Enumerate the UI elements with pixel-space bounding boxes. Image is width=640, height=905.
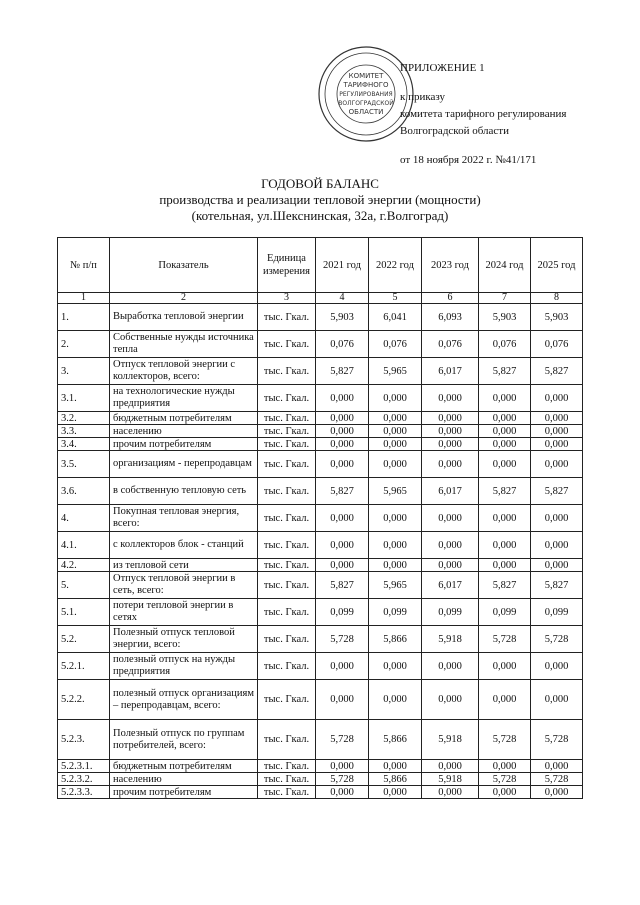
row-value-2025: 0,000: [531, 559, 583, 572]
row-value-2024: 0,000: [479, 680, 531, 720]
table-row: [58, 786, 583, 799]
row-value-2024: 0,000: [479, 412, 531, 425]
row-value-2021: 0,000: [316, 760, 369, 773]
svg-text:ОБЛАСТИ: ОБЛАСТИ: [348, 108, 384, 116]
col-header-2021: 2021 год: [316, 238, 369, 293]
row-number: 5.1.: [58, 599, 110, 626]
table-row: [58, 760, 583, 773]
row-unit: тыс. Гкал.: [258, 412, 316, 425]
row-value-2025: 0,000: [531, 412, 583, 425]
row-value-2025: 0,000: [531, 786, 583, 799]
row-unit: тыс. Гкал.: [258, 532, 316, 559]
row-value-2022: 5,866: [369, 773, 422, 786]
row-value-2024: 5,728: [479, 626, 531, 653]
table-row: [58, 773, 583, 786]
col-header-unit: Единица измерения: [258, 238, 316, 293]
row-value-2021: 0,000: [316, 425, 369, 438]
row-value-2023: 0,000: [422, 385, 479, 412]
row-value-2023: 6,093: [422, 304, 479, 331]
row-unit: тыс. Гкал.: [258, 425, 316, 438]
row-number: 4.1.: [58, 532, 110, 559]
row-number: 5.2.3.2.: [58, 773, 110, 786]
table-row: [58, 451, 583, 478]
col-number: 3: [258, 293, 316, 304]
table-header-row: [58, 238, 583, 293]
row-value-2024: 5,728: [479, 720, 531, 760]
row-unit: тыс. Гкал.: [258, 358, 316, 385]
row-value-2023: 5,918: [422, 626, 479, 653]
table-row: [58, 358, 583, 385]
row-number: 3.2.: [58, 412, 110, 425]
title-location: (котельная, ул.Шекснинская, 32а, г.Волгоград): [191, 208, 449, 223]
row-unit: тыс. Гкал.: [258, 760, 316, 773]
table-row: [58, 720, 583, 760]
table-row: [58, 599, 583, 626]
row-indicator: полезный отпуск организациям – перепродавцам, всего:: [110, 680, 258, 720]
row-number: 5.2.3.3.: [58, 786, 110, 799]
row-value-2025: 0,000: [531, 760, 583, 773]
row-value-2021: 5,827: [316, 358, 369, 385]
row-value-2025: 5,728: [531, 720, 583, 760]
row-indicator: прочим потребителям: [110, 786, 258, 799]
row-unit: тыс. Гкал.: [258, 680, 316, 720]
row-value-2023: 0,000: [422, 559, 479, 572]
row-number: 5.2.2.: [58, 680, 110, 720]
row-indicator: прочим потребителям: [110, 438, 258, 451]
row-value-2025: 0,000: [531, 532, 583, 559]
row-unit: тыс. Гкал.: [258, 720, 316, 760]
row-number: 5.2.1.: [58, 653, 110, 680]
row-value-2023: 0,000: [422, 425, 479, 438]
table-row: [58, 653, 583, 680]
row-indicator: Полезный отпуск тепловой энергии, всего:: [110, 626, 258, 653]
row-value-2025: 0,000: [531, 425, 583, 438]
row-value-2025: 5,827: [531, 478, 583, 505]
table-row: [58, 505, 583, 532]
row-value-2021: 5,827: [316, 478, 369, 505]
row-value-2022: 0,000: [369, 385, 422, 412]
svg-text:КОМИТЕТ: КОМИТЕТ: [348, 72, 384, 80]
row-indicator: населению: [110, 425, 258, 438]
row-unit: тыс. Гкал.: [258, 505, 316, 532]
table-row: [58, 532, 583, 559]
row-value-2022: 0,000: [369, 786, 422, 799]
row-value-2025: 0,076: [531, 331, 583, 358]
row-value-2023: 0,000: [422, 438, 479, 451]
committee-line: комитета тарифного регулирования: [400, 108, 567, 120]
row-number: 5.2.3.: [58, 720, 110, 760]
row-value-2021: 0,000: [316, 559, 369, 572]
row-number: 3.5.: [58, 451, 110, 478]
table-row: [58, 572, 583, 599]
row-value-2024: 5,827: [479, 478, 531, 505]
row-value-2021: 5,728: [316, 720, 369, 760]
row-value-2021: 5,728: [316, 626, 369, 653]
row-value-2021: 0,000: [316, 505, 369, 532]
row-value-2023: 0,000: [422, 451, 479, 478]
table-row: [58, 680, 583, 720]
row-value-2022: 0,000: [369, 559, 422, 572]
row-value-2022: 0,000: [369, 438, 422, 451]
row-value-2022: 0,076: [369, 331, 422, 358]
row-indicator: полезный отпуск на нужды предприятия: [110, 653, 258, 680]
row-unit: тыс. Гкал.: [258, 599, 316, 626]
balance-table: [57, 237, 583, 799]
col-number: 8: [531, 293, 583, 304]
row-value-2021: 0,000: [316, 653, 369, 680]
row-value-2025: 0,000: [531, 385, 583, 412]
region-line: Волгоградской области: [400, 125, 509, 137]
row-number: 3.4.: [58, 438, 110, 451]
row-unit: тыс. Гкал.: [258, 451, 316, 478]
row-indicator: с коллекторов блок - станций: [110, 532, 258, 559]
row-indicator: Отпуск тепловой энергии с коллекторов, всего:: [110, 358, 258, 385]
row-value-2021: 0,076: [316, 331, 369, 358]
row-value-2023: 6,017: [422, 358, 479, 385]
row-number: 5.2.: [58, 626, 110, 653]
row-unit: тыс. Гкал.: [258, 773, 316, 786]
row-number: 2.: [58, 331, 110, 358]
row-number: 5.: [58, 572, 110, 599]
row-value-2023: 0,000: [422, 680, 479, 720]
row-value-2021: 0,099: [316, 599, 369, 626]
row-unit: тыс. Гкал.: [258, 786, 316, 799]
row-unit: тыс. Гкал.: [258, 304, 316, 331]
row-value-2022: 0,000: [369, 532, 422, 559]
col-number: 7: [479, 293, 531, 304]
row-value-2024: 5,728: [479, 773, 531, 786]
row-unit: тыс. Гкал.: [258, 559, 316, 572]
row-value-2022: 0,000: [369, 412, 422, 425]
row-value-2022: 5,866: [369, 626, 422, 653]
row-indicator: Полезный отпуск по группам потребителей, всего:: [110, 720, 258, 760]
row-indicator: населению: [110, 773, 258, 786]
row-value-2022: 0,000: [369, 505, 422, 532]
row-value-2021: 0,000: [316, 385, 369, 412]
svg-text:ВОЛГОГРАДСКОЙ: ВОЛГОГРАДСКОЙ: [338, 100, 394, 107]
row-value-2024: 0,000: [479, 438, 531, 451]
row-value-2024: 0,000: [479, 559, 531, 572]
row-unit: тыс. Гкал.: [258, 626, 316, 653]
row-indicator: потери тепловой энергии в сетях: [110, 599, 258, 626]
svg-text:ТАРИФНОГО: ТАРИФНОГО: [343, 81, 389, 89]
row-value-2024: 0,099: [479, 599, 531, 626]
col-number: 2: [110, 293, 258, 304]
row-value-2024: 0,000: [479, 786, 531, 799]
row-value-2025: 5,827: [531, 572, 583, 599]
row-indicator: Отпуск тепловой энергии в сеть, всего:: [110, 572, 258, 599]
col-number: 1: [58, 293, 110, 304]
row-unit: тыс. Гкал.: [258, 331, 316, 358]
row-value-2024: 0,000: [479, 505, 531, 532]
row-unit: тыс. Гкал.: [258, 478, 316, 505]
row-value-2023: 5,918: [422, 720, 479, 760]
row-number: 5.2.3.1.: [58, 760, 110, 773]
row-value-2022: 0,099: [369, 599, 422, 626]
table-row: [58, 626, 583, 653]
appendix-header: [400, 60, 566, 169]
col-header-2022: 2022 год: [369, 238, 422, 293]
row-value-2022: 5,965: [369, 478, 422, 505]
row-value-2022: 0,000: [369, 425, 422, 438]
row-value-2023: 0,000: [422, 760, 479, 773]
table-row: [58, 438, 583, 451]
row-value-2021: 0,000: [316, 451, 369, 478]
document-title: [0, 176, 640, 224]
row-value-2025: 0,000: [531, 438, 583, 451]
row-unit: тыс. Гкал.: [258, 385, 316, 412]
row-value-2024: 0,000: [479, 425, 531, 438]
row-value-2023: 0,000: [422, 505, 479, 532]
row-indicator: бюджетным потребителям: [110, 760, 258, 773]
row-value-2025: 0,000: [531, 451, 583, 478]
row-value-2022: 5,965: [369, 572, 422, 599]
row-value-2025: 5,728: [531, 773, 583, 786]
row-value-2024: 0,000: [479, 451, 531, 478]
title-subtitle: производства и реализации тепловой энергии (мощности): [159, 192, 481, 207]
row-value-2023: 0,076: [422, 331, 479, 358]
row-value-2021: 0,000: [316, 438, 369, 451]
row-value-2023: 0,000: [422, 653, 479, 680]
row-unit: тыс. Гкал.: [258, 438, 316, 451]
order-date-line: от 18 ноября 2022 г. №41/171: [400, 154, 537, 166]
row-value-2023: 6,017: [422, 478, 479, 505]
row-value-2025: 0,000: [531, 505, 583, 532]
row-value-2022: 0,000: [369, 680, 422, 720]
row-value-2025: 5,903: [531, 304, 583, 331]
row-value-2023: 5,918: [422, 773, 479, 786]
row-value-2021: 0,000: [316, 680, 369, 720]
table-body: [58, 304, 583, 799]
row-value-2023: 0,000: [422, 412, 479, 425]
col-header-2025: 2025 год: [531, 238, 583, 293]
table-row: [58, 425, 583, 438]
row-value-2022: 5,866: [369, 720, 422, 760]
row-value-2023: 6,017: [422, 572, 479, 599]
table-row: [58, 478, 583, 505]
row-value-2024: 0,000: [479, 532, 531, 559]
row-number: 1.: [58, 304, 110, 331]
row-value-2021: 0,000: [316, 786, 369, 799]
row-indicator: бюджетным потребителям: [110, 412, 258, 425]
col-number: 6: [422, 293, 479, 304]
row-value-2024: 0,076: [479, 331, 531, 358]
row-value-2024: 0,000: [479, 385, 531, 412]
col-header-2023: 2023 год: [422, 238, 479, 293]
order-ref-line: к приказу: [400, 91, 446, 103]
table-row: [58, 304, 583, 331]
row-value-2023: 0,000: [422, 532, 479, 559]
row-value-2025: 5,827: [531, 358, 583, 385]
col-header-no: № п/п: [58, 238, 110, 293]
col-number: 5: [369, 293, 422, 304]
row-value-2021: 5,728: [316, 773, 369, 786]
row-unit: тыс. Гкал.: [258, 572, 316, 599]
column-number-row: [58, 293, 583, 304]
row-value-2021: 0,000: [316, 412, 369, 425]
row-value-2022: 0,000: [369, 451, 422, 478]
row-value-2022: 5,965: [369, 358, 422, 385]
row-value-2023: 0,000: [422, 786, 479, 799]
col-number: 4: [316, 293, 369, 304]
title-main: ГОДОВОЙ БАЛАНС: [261, 176, 379, 191]
row-value-2024: 5,827: [479, 358, 531, 385]
row-indicator: организациям - перепродавцам: [110, 451, 258, 478]
row-value-2021: 5,827: [316, 572, 369, 599]
col-header-2024: 2024 год: [479, 238, 531, 293]
row-value-2021: 5,903: [316, 304, 369, 331]
row-value-2024: 5,827: [479, 572, 531, 599]
row-number: 3.6.: [58, 478, 110, 505]
row-value-2021: 0,000: [316, 532, 369, 559]
col-header-name: Показатель: [110, 238, 258, 293]
svg-text:РЕГУЛИРОВАНИЯ: РЕГУЛИРОВАНИЯ: [339, 91, 393, 98]
table-row: [58, 331, 583, 358]
row-number: 3.1.: [58, 385, 110, 412]
row-value-2025: 5,728: [531, 626, 583, 653]
row-value-2022: 0,000: [369, 760, 422, 773]
row-indicator: Выработка тепловой энергии: [110, 304, 258, 331]
row-indicator: Собственные нужды источника тепла: [110, 331, 258, 358]
row-indicator: на технологические нужды предприятия: [110, 385, 258, 412]
table-row: [58, 385, 583, 412]
row-number: 4.2.: [58, 559, 110, 572]
row-number: 3.3.: [58, 425, 110, 438]
row-indicator: из тепловой сети: [110, 559, 258, 572]
row-value-2025: 0,000: [531, 653, 583, 680]
row-indicator: Покупная тепловая энергия, всего:: [110, 505, 258, 532]
row-value-2024: 5,903: [479, 304, 531, 331]
row-value-2024: 0,000: [479, 760, 531, 773]
row-value-2022: 6,041: [369, 304, 422, 331]
row-value-2025: 0,099: [531, 599, 583, 626]
row-value-2022: 0,000: [369, 653, 422, 680]
appendix-label: ПРИЛОЖЕНИЕ 1: [400, 62, 485, 74]
row-value-2025: 0,000: [531, 680, 583, 720]
row-value-2024: 0,000: [479, 653, 531, 680]
row-unit: тыс. Гкал.: [258, 653, 316, 680]
table-row: [58, 559, 583, 572]
row-number: 4.: [58, 505, 110, 532]
table-row: [58, 412, 583, 425]
row-number: 3.: [58, 358, 110, 385]
row-indicator: в собственную тепловую сеть: [110, 478, 258, 505]
row-value-2023: 0,099: [422, 599, 479, 626]
